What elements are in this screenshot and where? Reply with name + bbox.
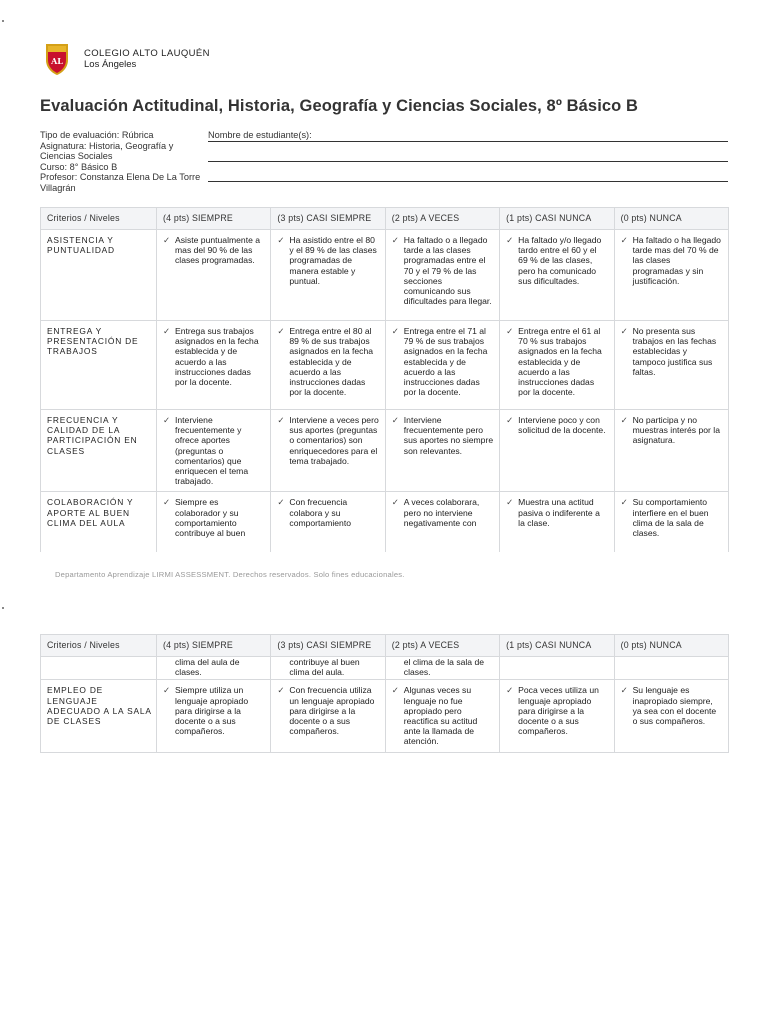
level-cell bbox=[157, 492, 271, 553]
check-icon: ✓ bbox=[391, 415, 399, 425]
level-cell bbox=[271, 680, 385, 752]
check-icon: ✓ bbox=[391, 235, 399, 245]
criterion-cell: ENTREGA Y PRESENTACIÓN DE TRABAJOS bbox=[41, 321, 157, 410]
level-cell: el clima de la sala de clases. bbox=[385, 657, 499, 680]
level-text: Interviene frecuentemente y ofrece aportes (preguntas o comentarios) que enriquecen el tema trabajado. bbox=[175, 415, 249, 487]
school-header bbox=[44, 42, 210, 76]
level-text: Asiste puntualmente a mas del 90 % de las clases programadas. bbox=[175, 235, 261, 266]
level-text: Siempre utiliza un lenguaje apropiado para dirigirse a la docente o a sus compañeros. bbox=[175, 685, 249, 737]
check-icon: ✓ bbox=[277, 685, 285, 696]
meta-tipo: Tipo de evaluación: Rúbrica bbox=[40, 130, 154, 140]
header-level-2: (2 pts) A VECES bbox=[385, 635, 499, 657]
criterion-cell: FRECUENCIA Y CALIDAD DE LA PARTICIPACIÓN EN CLASES bbox=[41, 410, 157, 492]
check-icon: ✓ bbox=[620, 497, 628, 508]
check-icon: ✓ bbox=[163, 497, 171, 508]
header-level-0: (0 pts) NUNCA bbox=[614, 635, 728, 657]
level-text: Ha faltado o ha llegado tarde mas del 70 % de las clases programadas y sin justificación. bbox=[632, 235, 721, 286]
check-icon: ✓ bbox=[163, 235, 171, 245]
check-icon: ✓ bbox=[391, 685, 399, 696]
check-icon: ✓ bbox=[506, 497, 514, 508]
level-cell bbox=[500, 230, 614, 321]
level-cell bbox=[271, 492, 385, 553]
level-cell: clima del aula de clases. bbox=[157, 657, 271, 680]
level-cell bbox=[385, 230, 499, 321]
check-icon: ✓ bbox=[620, 326, 628, 336]
header-level-4: (4 pts) SIEMPRE bbox=[157, 635, 271, 657]
check-icon: ✓ bbox=[163, 415, 171, 425]
level-cell bbox=[500, 321, 614, 410]
level-cell bbox=[500, 680, 614, 752]
school-crest-icon bbox=[44, 42, 70, 76]
level-text: Ha faltado y/o llegado tardo entre el 60 y el 69 % de las clases, pero ha comunicado sus dificultades. bbox=[518, 235, 602, 286]
page-marker bbox=[2, 607, 4, 609]
header-criteria: Criterios / Niveles bbox=[41, 635, 157, 657]
svg-text:AL: AL bbox=[51, 56, 63, 66]
student-name-line[interactable] bbox=[208, 142, 728, 162]
table-row bbox=[41, 230, 729, 321]
check-icon: ✓ bbox=[277, 415, 285, 425]
level-text: Entrega sus trabajos asignados en la fecha establecida y de acuerdo a las instrucciones dadas por la docente. bbox=[175, 326, 259, 388]
check-icon: ✓ bbox=[506, 235, 514, 245]
check-icon: ✓ bbox=[163, 326, 171, 336]
page-title: Evaluación Actitudinal, Historia, Geografía y Ciencias Sociales, 8º Básico B bbox=[40, 97, 639, 115]
level-cell bbox=[500, 410, 614, 492]
header-criteria: Criterios / Niveles bbox=[41, 208, 157, 230]
school-city: Los Ángeles bbox=[84, 59, 137, 70]
table-row bbox=[41, 410, 729, 492]
level-text: No presenta sus trabajos en las fechas establecidas y tampoco justifica sus faltas. bbox=[632, 326, 717, 377]
level-cell bbox=[271, 321, 385, 410]
check-icon: ✓ bbox=[620, 235, 628, 245]
table-row bbox=[41, 680, 729, 752]
header-level-3: (3 pts) CASI SIEMPRE bbox=[271, 635, 385, 657]
level-cell bbox=[614, 321, 728, 410]
level-cell bbox=[500, 657, 614, 680]
student-label: Nombre de estudiante(s): bbox=[208, 130, 312, 140]
level-text: No participa y no muestras interés por la asignatura. bbox=[632, 415, 720, 446]
level-cell bbox=[385, 321, 499, 410]
level-text: Muestra una actitud pasiva o indiferente a la clase. bbox=[518, 497, 600, 528]
rubric-table-continued bbox=[40, 634, 729, 753]
header-level-2: (2 pts) A VECES bbox=[385, 208, 499, 230]
level-text: Poca veces utiliza un lenguaje apropiado para dirigirse a la docente o a sus compañeros. bbox=[518, 685, 599, 737]
level-text: Con frecuencia colabora y su comportamiento bbox=[289, 497, 352, 528]
level-cell bbox=[614, 680, 728, 752]
level-text: Algunas veces su lenguaje no fue apropiado pero reactifica su actitud ante la llamada de atención. bbox=[403, 685, 478, 747]
level-text: Ha faltado o a llegado tarde a las clases programadas entre el 70 y el 79 % de las secciones comunicando sus dificultades para llegar. bbox=[403, 235, 492, 307]
level-text: A veces colaborara, pero no interviene negativamente con bbox=[403, 497, 480, 528]
level-cell bbox=[271, 230, 385, 321]
level-cell bbox=[157, 410, 271, 492]
level-text: Ha asistido entre el 80 y el 89 % de las clases programadas de manera estable y puntual. bbox=[289, 235, 377, 286]
level-cell bbox=[271, 410, 385, 492]
header-level-1: (1 pts) CASI NUNCA bbox=[500, 208, 614, 230]
check-icon: ✓ bbox=[506, 415, 514, 425]
level-cell: contribuye al buen clima del aula. bbox=[271, 657, 385, 680]
criterion-cell bbox=[41, 657, 157, 680]
header-level-0: (0 pts) NUNCA bbox=[614, 208, 728, 230]
check-icon: ✓ bbox=[620, 415, 628, 425]
header-level-3: (3 pts) CASI SIEMPRE bbox=[271, 208, 385, 230]
level-cell bbox=[500, 492, 614, 553]
level-cell bbox=[614, 492, 728, 553]
check-icon: ✓ bbox=[163, 685, 171, 696]
student-name-area bbox=[208, 130, 728, 182]
level-text: Entrega entre el 71 al 79 % de sus trabajos asignados en la fecha establecida y de acuerdo a las instrucciones dadas por la docente. bbox=[403, 326, 488, 398]
check-icon: ✓ bbox=[391, 497, 399, 508]
level-cell bbox=[385, 492, 499, 553]
rubric-header-row bbox=[41, 635, 729, 657]
criterion-cell: ASISTENCIA Y PUNTUALIDAD bbox=[41, 230, 157, 321]
table-row bbox=[41, 492, 729, 553]
header-level-4: (4 pts) SIEMPRE bbox=[157, 208, 271, 230]
evaluation-meta bbox=[40, 130, 208, 194]
level-text: Entrega entre el 80 al 89 % de sus trabajos asignados en la fecha establecida y de acuerdo a las instrucciones dadas por la docente. bbox=[289, 326, 374, 398]
rubric-table bbox=[40, 207, 729, 552]
table-row-continued bbox=[41, 657, 729, 680]
check-icon: ✓ bbox=[277, 326, 285, 336]
level-text: Entrega entre el 61 al 70 % sus trabajos asignados en la fecha establecida y de acuerdo a las instrucciones dadas por la docente. bbox=[518, 326, 602, 398]
check-icon: ✓ bbox=[277, 497, 285, 508]
check-icon: ✓ bbox=[277, 235, 285, 245]
level-text: Con frecuencia utiliza un lenguaje apropiado para dirigirse a la docente o a sus compañeros. bbox=[289, 685, 375, 737]
check-icon: ✓ bbox=[506, 685, 514, 696]
level-cell bbox=[385, 680, 499, 752]
level-cell bbox=[157, 680, 271, 752]
meta-profesor: Profesor: Constanza Elena De La Torre Villagrán bbox=[40, 172, 201, 193]
rubric-header-row bbox=[41, 208, 729, 230]
level-cell bbox=[385, 410, 499, 492]
level-text: Su comportamiento interfiere en el buen clima de la sala de clases. bbox=[632, 497, 709, 539]
level-cell bbox=[614, 657, 728, 680]
level-text: Interviene poco y con solicitud de la docente. bbox=[518, 415, 606, 436]
check-icon: ✓ bbox=[391, 326, 399, 336]
level-text: Interviene a veces pero sus aportes (preguntas o comentarios) son enriquecedores para el tema trabajado. bbox=[289, 415, 379, 466]
level-cell bbox=[157, 321, 271, 410]
meta-asignatura: Asignatura: Historia, Geografía y Ciencias Sociales bbox=[40, 140, 174, 162]
level-text: Interviene frecuentemente pero sus aportes no siempre son relevantes. bbox=[403, 415, 494, 456]
check-icon: ✓ bbox=[620, 685, 628, 696]
criterion-cell: COLABORACIÓN Y APORTE AL BUEN CLIMA DEL AULA bbox=[41, 492, 157, 553]
header-level-1: (1 pts) CASI NUNCA bbox=[500, 635, 614, 657]
level-cell bbox=[614, 410, 728, 492]
level-text: Su lenguaje es inapropiado siempre, ya sea con el docente o sus compañeros. bbox=[632, 685, 717, 727]
student-name-line[interactable] bbox=[208, 162, 728, 182]
page-marker bbox=[2, 20, 4, 22]
check-icon: ✓ bbox=[506, 326, 514, 336]
meta-curso: Curso: 8° Básico B bbox=[40, 161, 118, 172]
criterion-cell: EMPLEO DE LENGUAJE ADECUADO A LA SALA DE CLASES bbox=[41, 680, 157, 752]
table-row bbox=[41, 321, 729, 410]
level-text: Siempre es colaborador y su comportamiento contribuye al buen bbox=[175, 497, 246, 539]
page-footer: Departamento Aprendizaje LIRMI ASSESSMENT. Derechos reservados. Solo fines educacionales. bbox=[55, 570, 405, 579]
level-cell bbox=[157, 230, 271, 321]
level-cell bbox=[614, 230, 728, 321]
student-name-line[interactable] bbox=[208, 130, 728, 142]
school-name: COLEGIO ALTO LAUQUÉN bbox=[84, 48, 210, 59]
